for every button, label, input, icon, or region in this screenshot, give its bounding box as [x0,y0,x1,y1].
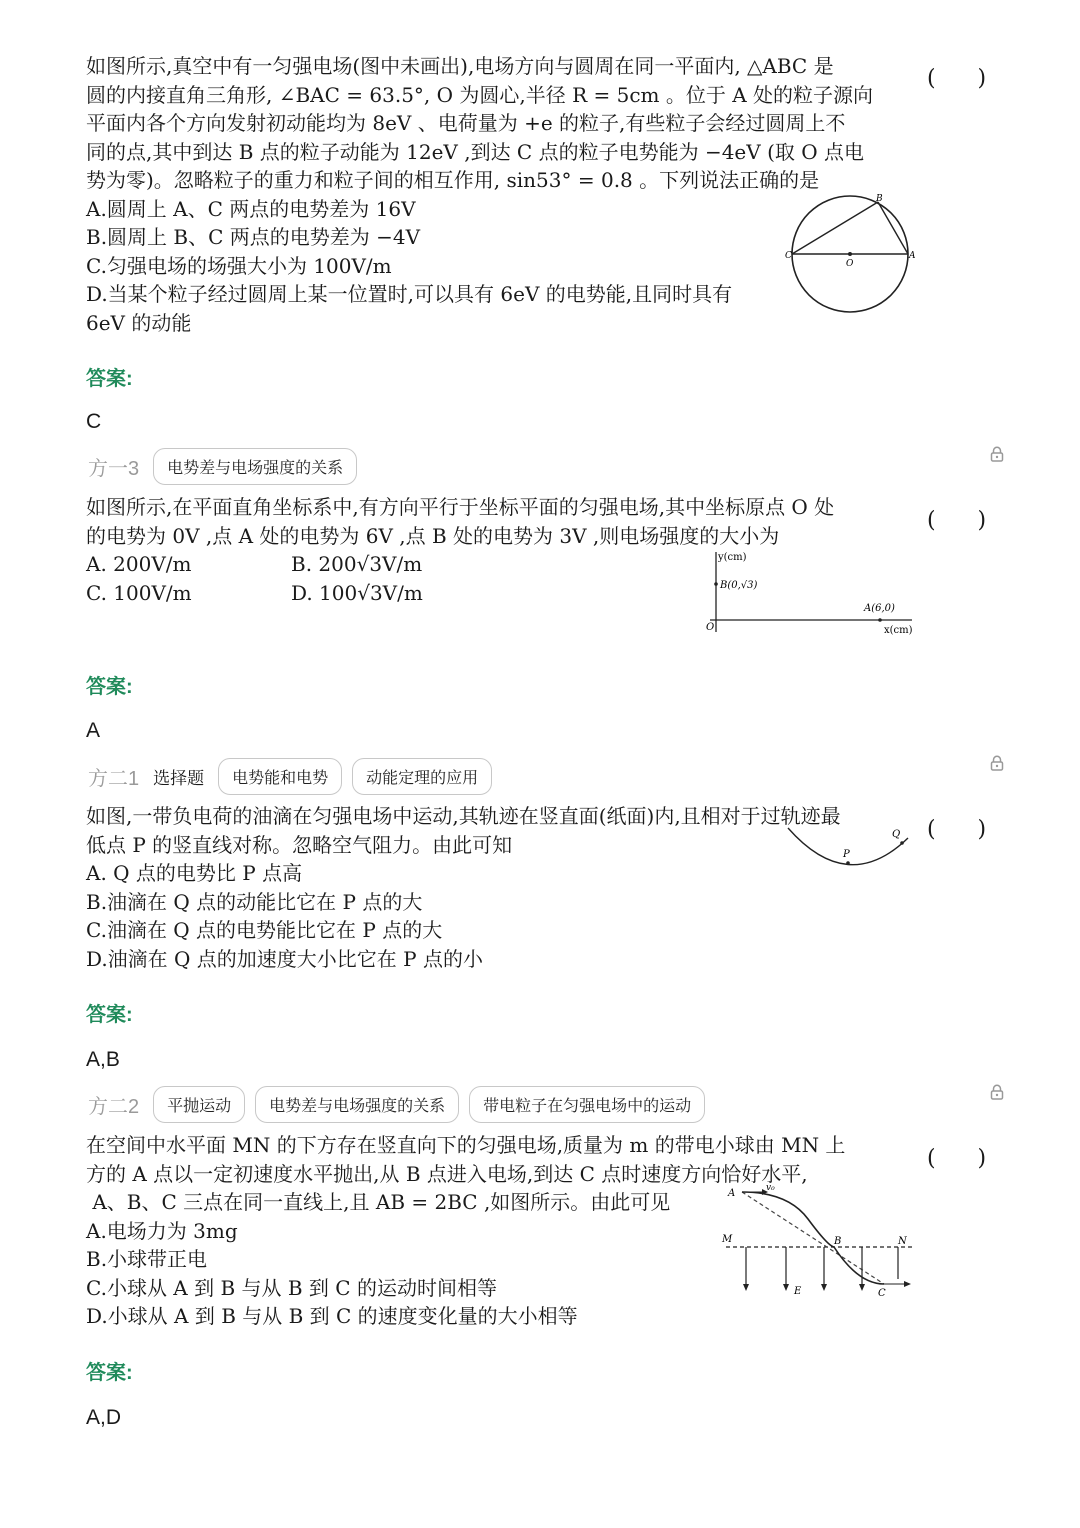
answer-value: C [86,410,102,433]
circle-triangle-figure [784,192,920,314]
b-label: B(0,√3) [720,580,758,591]
point-p [846,861,850,865]
q3-option: C.油滴在 Q 点的电势能比它在 P 点的大 [86,918,443,942]
point-q [900,841,904,845]
field-arrowhead [821,1284,827,1291]
answer-heading: 答案: [86,368,133,390]
question-code: 方二1 [88,767,140,790]
label-b: B [834,1236,842,1247]
a-label: A(6,0) [864,603,895,614]
question-code: 方一3 [88,457,140,480]
question-type: 选择题 [153,768,205,788]
projectile-field-figure [718,1184,918,1300]
label-v0: v₀ [766,1184,775,1193]
trajectory-figure [786,826,916,872]
point-a [878,618,882,622]
q-label: Q [892,829,901,840]
chord-ba [878,202,908,254]
q1-line: 圆的内接直角三角形, ∠BAC = 63.5°, O 为圆心,半径 R = 5cm 。位于 A 处的粒子源向 [86,82,874,107]
q3-option: B.油滴在 Q 点的动能比它在 P 点的大 [86,889,423,914]
field-arrowhead [743,1284,749,1291]
q1-option: C.匀强电场的场强大小为 100V/m [86,253,392,278]
answer-value: A,B [86,1048,120,1071]
q4-option: D.小球从 A 到 B 与从 B 到 C 的速度变化量的大小相等 [86,1304,578,1328]
q3-line: 如图,一带负电荷的油滴在匀强电场中运动,其轨迹在竖直面(纸面)内,且相对于过轨迹最 [86,804,841,828]
q4-option: C.小球从 A 到 B 与从 B 到 C 的运动时间相等 [86,1275,497,1300]
coordinate-figure [700,548,920,638]
x-label: x(cm) [884,625,913,636]
abc-dashed-line [742,1192,884,1284]
q4-line: 方的 A 点以一定初速度水平抛出,从 B 点进入电场,到达 C 点时速度方向恰好水平, [86,1161,808,1186]
label-b: B [876,194,883,204]
c-velocity-arrowhead [904,1281,911,1287]
p-label: P [843,849,850,860]
label-a: A [909,251,916,261]
question-2-header [88,447,357,485]
lock-icon[interactable] [990,446,1004,462]
answer-value: A,D [86,1406,122,1429]
q4-line: 在空间中水平面 MN 的下方存在竖直向下的匀强电场,质量为 m 的带电小球由 MN 上 [86,1133,846,1157]
label-a: A [728,1188,736,1199]
chord-cb [792,202,878,254]
label-n: N [898,1236,907,1247]
answer-blank: ( ) [927,1146,987,1171]
field-arrowhead [783,1284,789,1291]
answer-heading: 答案: [86,1362,133,1384]
q4-line: A、B、C 三点在同一直线上,且 AB = 2BC ,如图所示。由此可见 [86,1190,671,1214]
q1-line: 同的点,其中到达 B 点的粒子动能为 12eV ,到达 C 点的粒子电势能为 −4eV (取 O 点电 [86,139,864,164]
q4-option: A.电场力为 3mg [86,1218,238,1243]
question-3-header [88,757,492,795]
q3-option: A. Q 点的电势比 P 点高 [86,861,303,885]
q1-line: 势为零)。忽略粒子的重力和粒子间的相互作用, sin53° = 0.8 。下列说法正确的是 [86,168,820,192]
answer-blank: ( ) [927,817,987,842]
q2-option: A. 200V/m [86,552,192,576]
q4-option: B.小球带正电 [86,1247,208,1271]
answer-blank: ( ) [927,508,987,533]
q2-line: 的电势为 0V ,点 A 处的电势为 6V ,点 B 处的电势为 3V ,则电场强度的大小为 [86,523,780,548]
topic-tag[interactable]: 平抛运动 [153,1086,245,1123]
point-b [714,582,718,586]
y-label: y(cm) [718,552,747,563]
q2-option: D. 100√3V/m [291,580,423,605]
q1-option: 6eV 的动能 [86,310,192,335]
q1-option: D.当某个粒子经过圆周上某一位置时,可以具有 6eV 的电势能,且同时具有 [86,282,733,306]
topic-tag[interactable]: 电势差与电场强度的关系 [153,448,357,485]
topic-tag[interactable]: 电势能和电势 [218,758,342,795]
q2-option: C. 100V/m [86,580,192,605]
label-c: C [878,1288,886,1299]
label-e: E [794,1286,802,1297]
lock-icon[interactable] [990,1084,1004,1100]
answer-value: A [86,719,101,742]
label-c: C [785,251,792,261]
label-o: O [846,259,854,269]
question-code: 方二2 [88,1095,140,1118]
lock-icon[interactable] [990,755,1004,771]
center-dot [848,252,852,256]
topic-tag[interactable]: 动能定理的应用 [352,758,492,795]
q1-option: B.圆周上 B、C 两点的电势差为 −4V [86,225,421,249]
q2-line: 如图所示,在平面直角坐标系中,有方向平行于坐标平面的匀强电场,其中坐标原点 O 处 [86,495,835,519]
answer-blank: ( ) [927,66,987,91]
label-m: M [722,1234,733,1245]
topic-tag[interactable]: 电势差与电场强度的关系 [255,1086,459,1123]
q2-option: B. 200√3V/m [291,552,423,576]
q1-line: 如图所示,真空中有一匀强电场(图中未画出),电场方向与圆周在同一平面内, △ABC 是 [86,54,834,78]
answer-heading: 答案: [86,676,133,698]
field-arrowhead [859,1284,865,1291]
topic-tag[interactable]: 带电粒子在匀强电场中的运动 [469,1086,705,1123]
q1-option: A.圆周上 A、C 两点的电势差为 16V [86,196,416,221]
o-label: O [706,622,715,633]
q3-line: 低点 P 的竖直线对称。忽略空气阻力。由此可知 [86,832,513,857]
q1-line: 平面内各个方向发射初动能均为 8eV 、电荷量为 +e 的粒子,有些粒子会经过圆周上不 [86,111,846,135]
q3-option: D.油滴在 Q 点的加速度大小比它在 P 点的小 [86,946,483,971]
question-4-header [88,1085,705,1123]
answer-heading: 答案: [86,1004,133,1026]
